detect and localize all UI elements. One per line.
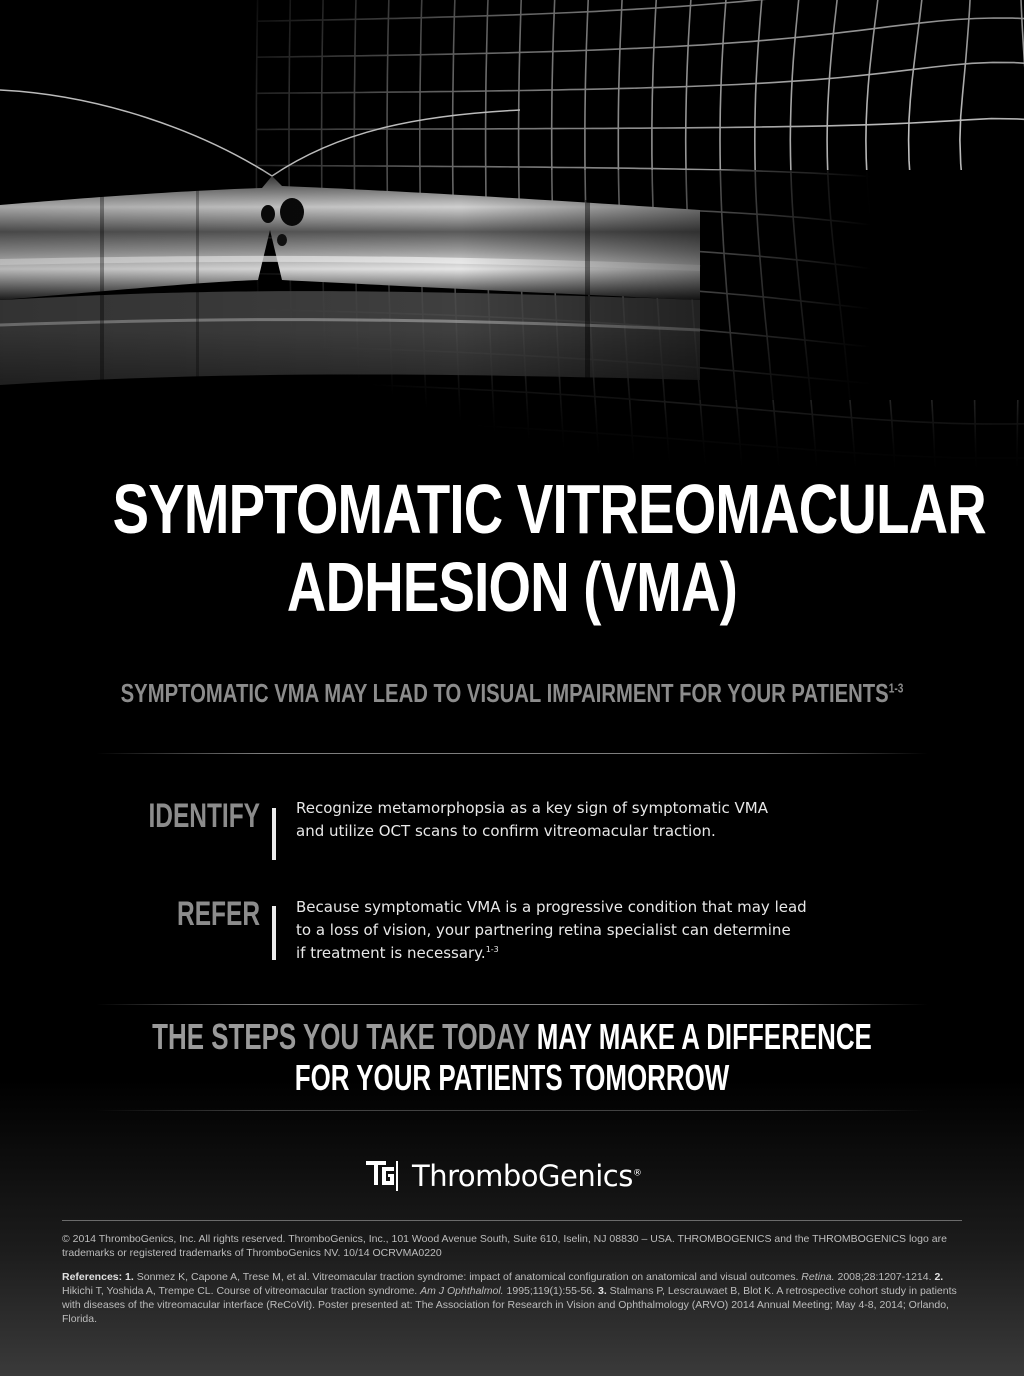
refer-bar (272, 906, 276, 960)
refer-label: REFER (177, 895, 260, 933)
subhead-ref: 1-3 (888, 680, 904, 696)
refer-text: Because symptomatic VMA is a progressive condition that may lead to a loss of vision, your partnering retina specialist can determine if treatment is necessary.$^{1-3}$ (296, 898, 807, 962)
subhead (113, 676, 912, 710)
identify-label: IDENTIFY (148, 797, 260, 835)
oct-scan-image (0, 0, 1024, 470)
headline-line-2: ADHESION (VMA) (286, 548, 738, 626)
divider-bottom (96, 1110, 928, 1111)
headline (112, 470, 986, 626)
subhead-text: SYMPTOMATIC VMA MAY LEAD TO VISUAL IMPAIRMENT FOR YOUR PATIENTS (120, 678, 889, 708)
thrombogenics-logo (366, 1156, 666, 1196)
logo-mark-icon (366, 1159, 402, 1193)
tagline-line-1 (143, 1016, 880, 1058)
copyright-text: © 2014 ThromboGenics, Inc. All rights reserved. ThromboGenics, Inc., 101 Wood Avenue South, Suite 610, Iselin, NJ 08830 – USA. THROMBOGENICS and the THROMBOGENICS logo are trademarks or registered trademarks of ThromboGenics NV. 10/14 OCRVMA0220 (62, 1233, 947, 1259)
divider-top (96, 753, 928, 754)
tagline-part-1: THE STEPS YOU TAKE TODAY (152, 1016, 530, 1057)
brand-name: ThromboGenics® (412, 1159, 642, 1193)
tagline-part-2: MAY MAKE A DIFFERENCE (536, 1016, 872, 1057)
headline-line-1: SYMPTOMATIC VITREOMACULAR (112, 470, 986, 548)
identify-text: Recognize metamorphopsia as a key sign of symptomatic VMA and utilize OCT scans to confirm vitreomacular traction. (296, 799, 768, 840)
tagline-line-2: FOR YOUR PATIENTS TOMORROW (294, 1057, 730, 1098)
divider-middle (96, 1004, 928, 1005)
references: References: 1. Sonmez K, Capone A, Trese M, et al. Vitreomacular traction syndrome: impact of anatomical configuration on anatomical and visual outcomes. Retina. 2008;28:1207-1214. 2. Hikichi T, Yoshida A, Trempe CL. Course of vitreomacular traction syndrome. Am J Ophthalmol. 1995;119(1):55-56. 3. Stalmans P, Lescrauwaet B, Blot K. A retrospective cohort study in patients with diseases of the vitreomacular interface (ReCoVit). Poster presented at: The Association for Research in Vision and Ophthalmology (ARVO) 2014 Annual Meeting; May 4-8, 2014; Orlando, Florida. (62, 1271, 957, 1325)
refer-ref: 1-3 (485, 945, 499, 954)
identify-bar (272, 808, 276, 860)
footer-rule (62, 1220, 962, 1221)
